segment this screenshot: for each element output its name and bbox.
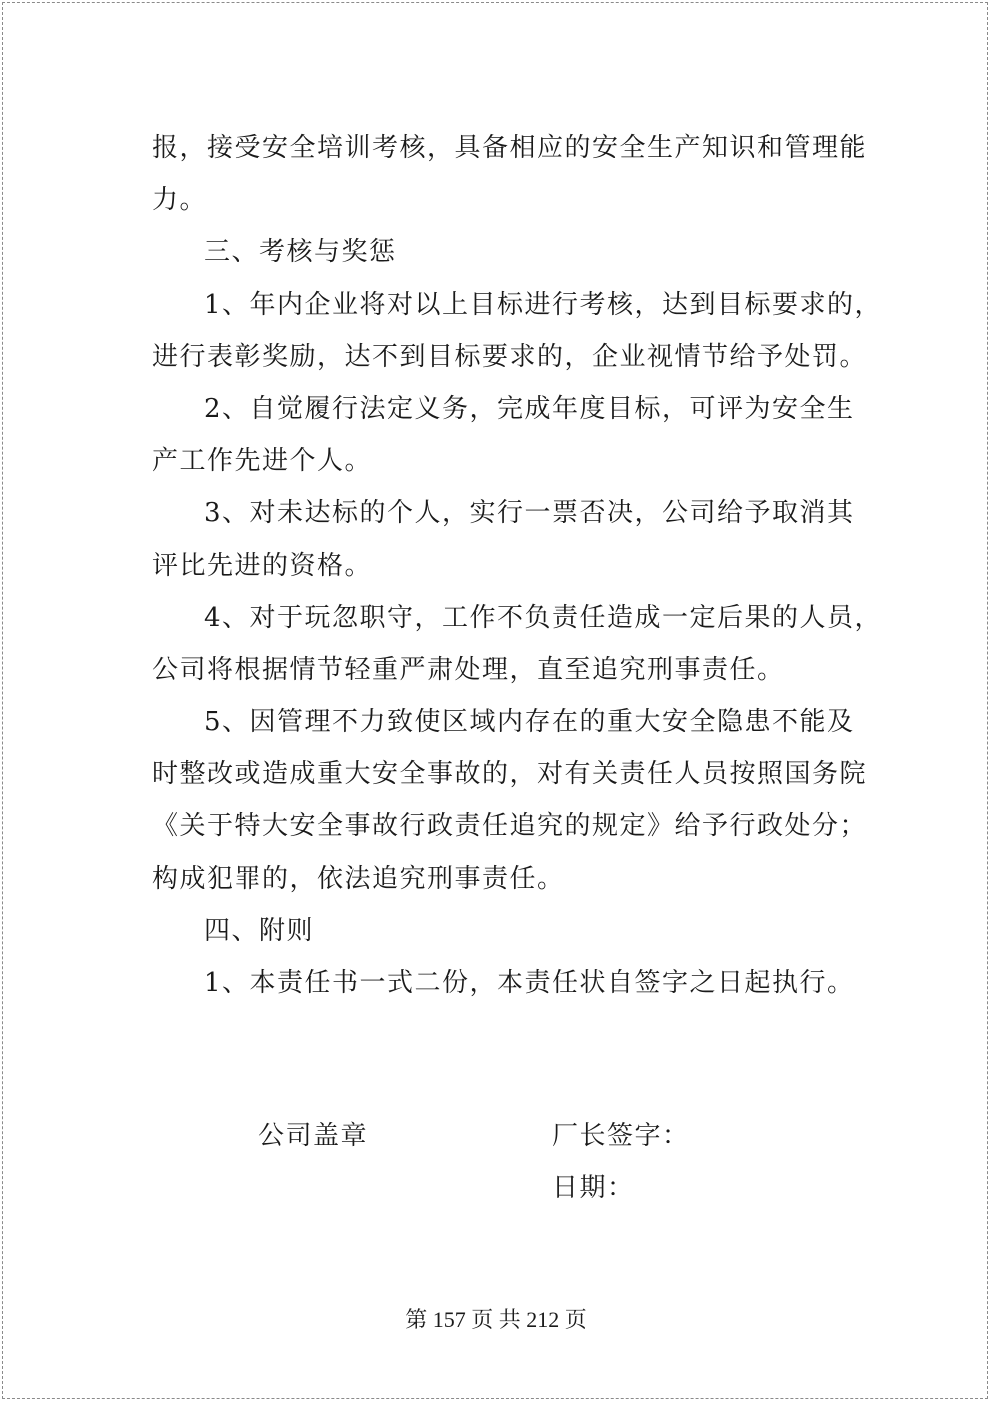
- body-line: 1、年内企业将对以上目标进行考核，达到目标要求的，: [204, 289, 883, 320]
- body-line: 2、自觉履行法定义务，完成年度目标，可评为安全生: [204, 393, 855, 424]
- body-line: 《关于特大安全事故行政责任追究的规定》给予行政处分；: [152, 811, 868, 842]
- body-line: 4、对于玩忽职守，工作不负责任造成一定后果的人员，: [204, 602, 883, 633]
- section-heading: 四、附则: [204, 915, 315, 946]
- director-signature-label: 厂长签字：: [552, 1121, 690, 1151]
- body-line: 进行表彰奖励，达不到目标要求的，企业视情节给予处罚。: [152, 341, 868, 372]
- body-line: 5、因管理不力致使区域内存在的重大安全隐患不能及: [204, 707, 855, 738]
- body-line: 3、对未达标的个人，实行一票否决，公司给予取消其: [204, 498, 855, 529]
- section-heading: 三、考核与奖惩: [204, 237, 397, 268]
- company-seal-label: 公司盖章: [258, 1121, 369, 1151]
- body-line: 报，接受安全培训考核，具备相应的安全生产知识和管理能: [152, 133, 868, 163]
- body-line: 产工作先进个人。: [152, 446, 373, 477]
- body-line: 公司将根据情节轻重严肃处理，直至追究刑事责任。: [152, 654, 785, 685]
- body-line: 1、本责任书一式二份，本责任状自签字之日起执行。: [204, 968, 855, 998]
- date-label: 日期：: [552, 1173, 635, 1203]
- body-line: 时整改或造成重大安全事故的，对有关责任人员按照国务院: [152, 759, 868, 790]
- body-line: 构成犯罪的，依法追究刑事责任。: [152, 863, 565, 894]
- page-number-footer: 第 157 页 共 212 页: [405, 1307, 587, 1332]
- body-line: 力。: [152, 185, 208, 216]
- body-line: 评比先进的资格。: [152, 550, 373, 581]
- document-body: [152, 122, 883, 1009]
